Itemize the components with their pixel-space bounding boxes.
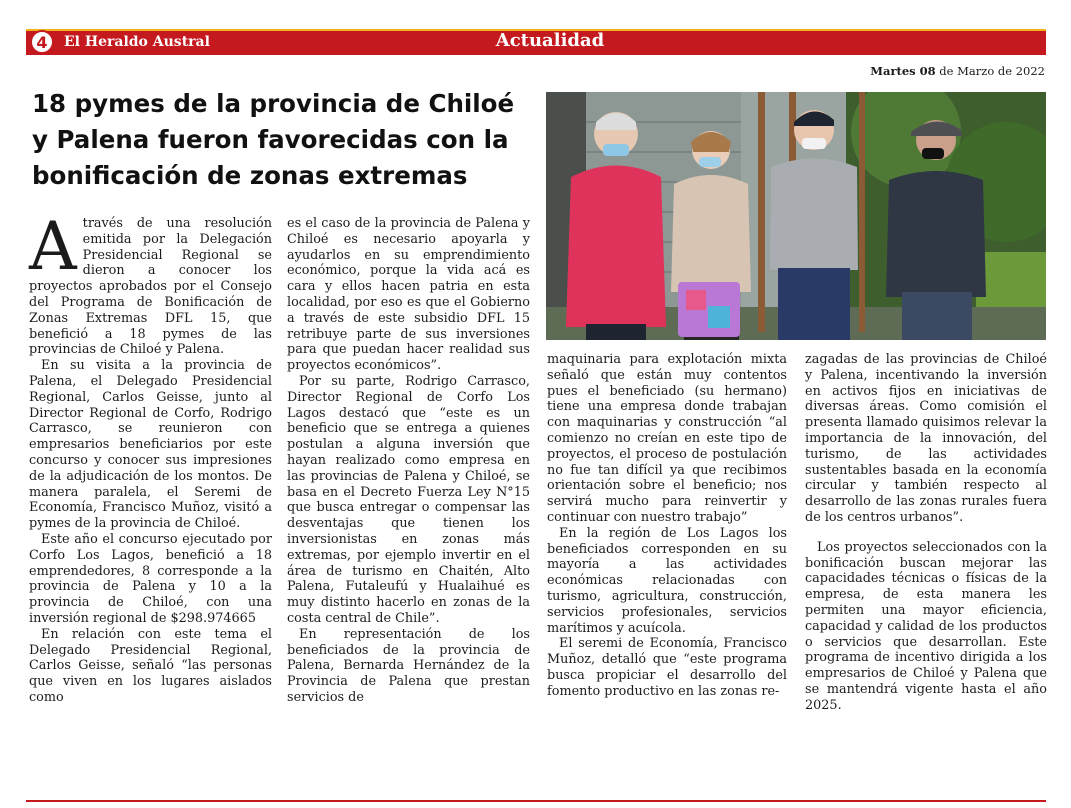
article-paragraph-1: [29, 208, 272, 358]
bottom-rule: [26, 800, 1046, 802]
article-paragraph-4: En relación con este tema el Delegado Presidencial Regional, Carlos Geisse, señaló “las personas que viven en los lugares aislados como: [29, 626, 272, 705]
article-headline: 18 pymes de la provincia de Chiloé y Palena fueron favorecidas con la bonificación de zonas extremas: [32, 89, 515, 190]
paragraph-text: través de una resolución emitida por la Delegación Presidencial Regional se dieron a conocer los proyectos aprobados por el Consejo del Programa de Bonificación de Zonas Extremas DFL 15, que benefició a 18 pymes de las provincias de Chiloé y Palena.: [29, 216, 272, 358]
article-paragraph-6: Por su parte, Rodrigo Carrasco, Director Regional de Corfo Los Lagos destacó que “este es un beneficio que se entrega a quienes postulan a alguna inversión que hayan realizado como empresa en las provincias de Palena y Chiloé, se basa en el Decreto Fuerza Ley N°15 que busca entregar o compensar las desventajas que tienen los inversionistas en zonas más extremas, por ejemplo invertir en el área de turismo en Chaitén, Alto Palena, Futaleufú y Hualaihué es muy distinto hacerlo en zonas de la costa central de Chile”.: [287, 373, 530, 626]
article-paragraph-8: maquinaria para explotación mixta señaló que están muy contentos pues el beneficiado (su hermano) tiene una empresa donde trabajan con maquinarias y construcción “al comienzo no creían en este tipo de proyectos, el proceso de postulación no fue tan difícil ya que recibimos orientación sobre el beneficio; nos servirá mucho para reinvertir y continuar con nuestro trabajo”: [547, 352, 787, 525]
group-photo-image: [546, 92, 1046, 340]
article-paragraph-10: El seremi de Economía, Francisco Muñoz, detalló que “este programa busca propiciar el desarrollo del fomento productivo en las zonas re-: [547, 636, 787, 699]
article-paragraph-7: En representación de los beneficiados de la provincia de Palena, Bernarda Hernández de la Provincia de Palena que prestan servicios de: [287, 626, 530, 705]
text-column-2: [287, 216, 530, 706]
article-paragraph-5: es el caso de la provincia de Palena y Chiloé es necesario apoyarla y ayudarlos en su emprendimiento económico, porque la vida acá es cara y ellos hacen patria en esta localidad, por eso es que el Gobierno a través de este subsidio DFL 15 retribuye parte de sus inversiones para que puedan hacer realidad sus proyectos económicos”.: [287, 216, 530, 374]
page-number-badge: 4: [30, 30, 54, 54]
text-column-3: [547, 352, 787, 700]
article-paragraph-12: Los proyectos seleccionados con la bonificación buscan mejorar las capacidades técnicas o físicas de la empresa, de esta manera les permiten una mayor eficiencia, capacidad y calidad de los productos o servicios que desarrollan. Este programa de incentivo dirigida a los empresarios de Chiloé y Palena que se mantendrá vigente hasta el año 2025.: [805, 539, 1047, 713]
text-column-4: [805, 352, 1047, 714]
article-paragraph-2: En su visita a la provincia de Palena, el Delegado Presidencial Regional, Carlos Geisse, junto al Director Regional de Corfo, Rodrigo Carrasco, se reunieron con empresarios beneficiarios por este concurso y conocer sus impresiones de la adjudicación de los montos. De manera paralela, el Seremi de Economía, Francisco Muñoz, visitó a pymes de la provincia de Chiloé.: [29, 358, 272, 532]
date-rest: de Marzo de 2022: [935, 64, 1045, 78]
drop-cap: A: [29, 208, 77, 285]
text-column-1: [29, 208, 272, 706]
dateline: [870, 64, 1045, 78]
article-photo: [546, 92, 1046, 340]
article-paragraph-3: Este año el concurso ejecutado por Corfo Los Lagos, benefició a 18 emprendedores, 8 corresponde a la provincia de Palena y 10 a la provincia de Chiloé, con una inversión regional de $298.974665: [29, 531, 272, 626]
article-paragraph-9: En la región de Los Lagos los beneficiados corresponden en su mayoría a las actividades económicas relacionadas con turismo, agricultura, construcción, servicios profesionales, servicios marítimos y acuícola.: [547, 525, 787, 636]
date-weekday: Martes 08: [870, 64, 936, 78]
section-title: Actualidad: [495, 30, 605, 51]
newspaper-name: El Heraldo Austral: [64, 34, 210, 50]
article-paragraph-11: zagadas de las provincias de Chiloé y Palena, incentivando la inversión en activos fijos en iniciativas de diversas áreas. Como comisión el presenta llamado quisimos relevar la importancia de la innovación, del turismo, de las actividades sustentables basada en la economía circular y también respecto al desarrollo de las zonas rurales fuera de los centros urbanos”.: [805, 352, 1047, 525]
